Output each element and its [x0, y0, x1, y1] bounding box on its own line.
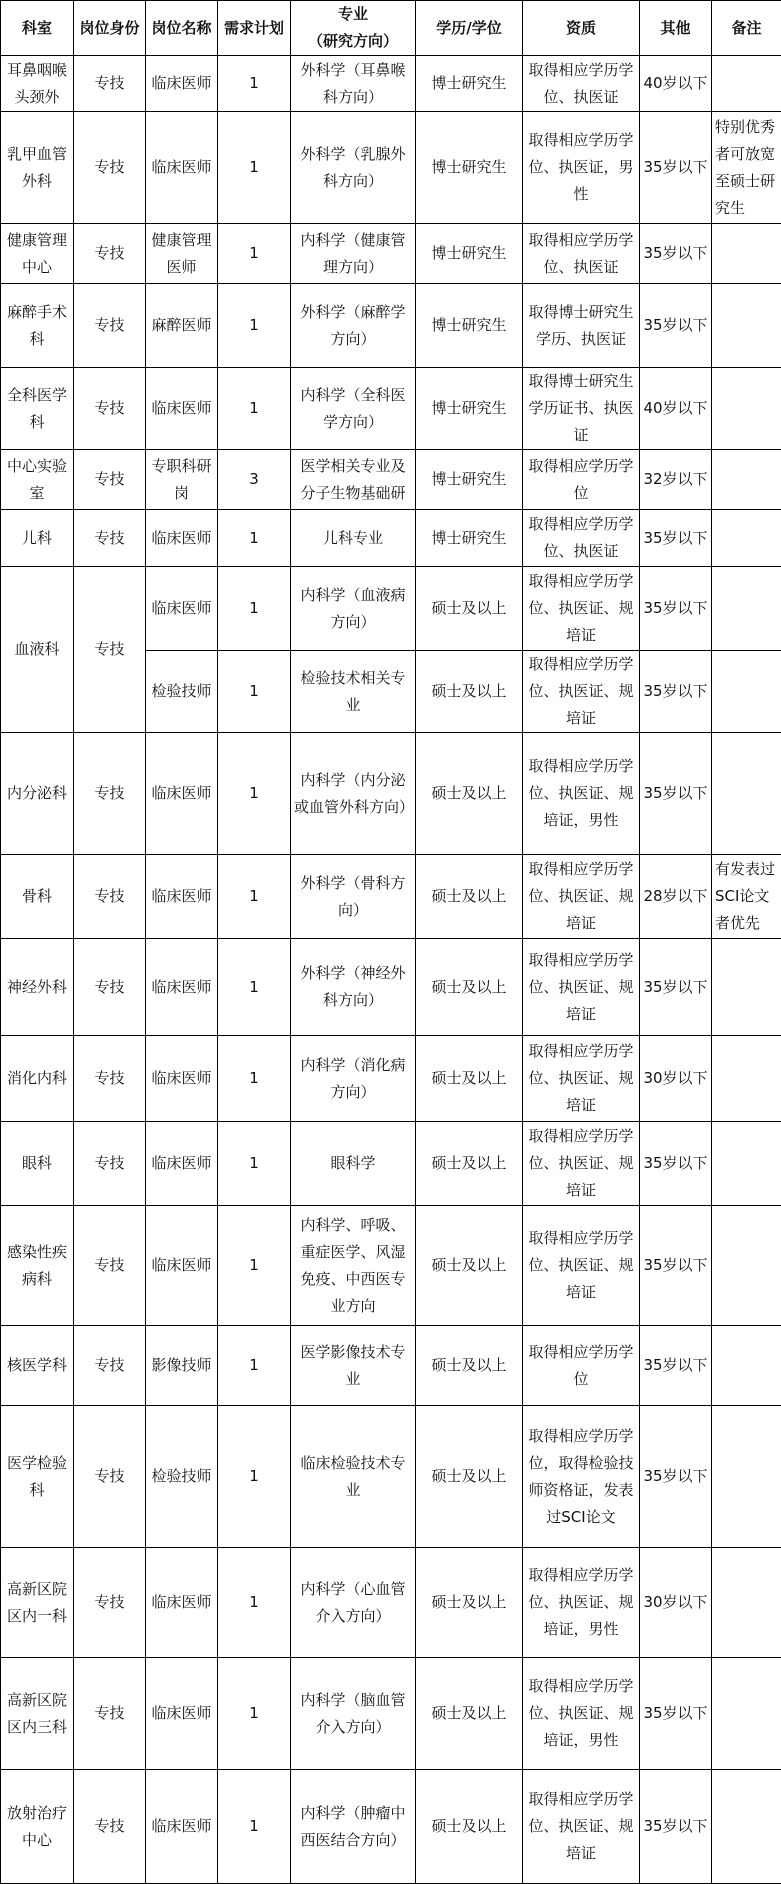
- cell-qual: 取得相应学历学位、执医证: [523, 224, 640, 284]
- cell-post: 临床医师: [146, 368, 218, 450]
- header-count: 需求计划: [218, 1, 291, 56]
- cell-count: 1: [218, 651, 291, 733]
- cell-count: 1: [218, 1036, 291, 1122]
- cell-note: [712, 1658, 781, 1770]
- cell-qual: 取得相应学历学位、执医证、规培证，男性: [523, 1658, 640, 1770]
- cell-dept: 健康管理中心: [1, 224, 74, 284]
- cell-post: 检验技师: [146, 1406, 218, 1548]
- cell-post: 影像技师: [146, 1326, 218, 1406]
- cell-note: [712, 56, 781, 112]
- cell-dept: 高新区院区内三科: [1, 1658, 74, 1770]
- cell-other: 35岁以下: [640, 1770, 712, 1884]
- table-row: [1, 368, 781, 450]
- cell-count: 1: [218, 112, 291, 224]
- cell-dept: 儿科: [1, 510, 74, 567]
- cell-qual: 取得博士研究生学历、执医证: [523, 284, 640, 368]
- cell-note: [712, 1122, 781, 1206]
- table-row: [1, 1658, 781, 1770]
- cell-dept: 麻醉手术科: [1, 284, 74, 368]
- cell-note: [712, 450, 781, 510]
- table-row: [1, 1548, 781, 1658]
- header-edu: 学历/学位: [416, 1, 523, 56]
- cell-count: 1: [218, 224, 291, 284]
- cell-edu: 硕士及以上: [416, 1326, 523, 1406]
- cell-qual: 取得相应学历学位、执医证、规培证: [523, 1770, 640, 1884]
- cell-type: 专技: [74, 224, 146, 284]
- cell-major: 内科学（内分泌或血管外科方向）: [291, 733, 416, 855]
- cell-edu: 硕士及以上: [416, 1036, 523, 1122]
- cell-qual: 取得相应学历学位、执医证、规培证: [523, 1206, 640, 1326]
- cell-note: [712, 1406, 781, 1548]
- cell-dept: 放射治疗中心: [1, 1770, 74, 1884]
- cell-qual: 取得相应学历学位、执医证、规培证，男性: [523, 1548, 640, 1658]
- cell-qual: 取得相应学历学位、执医证、规培证: [523, 1122, 640, 1206]
- cell-edu: 硕士及以上: [416, 1122, 523, 1206]
- cell-qual: 取得相应学历学位、执医证、规培证，男性: [523, 733, 640, 855]
- header-dept: 科室: [1, 1, 74, 56]
- cell-edu: 博士研究生: [416, 450, 523, 510]
- cell-count: 1: [218, 1548, 291, 1658]
- cell-count: 1: [218, 567, 291, 651]
- cell-other: 40岁以下: [640, 56, 712, 112]
- cell-major: 外科学（耳鼻喉科方向）: [291, 56, 416, 112]
- cell-note: [712, 510, 781, 567]
- cell-edu: 博士研究生: [416, 56, 523, 112]
- cell-type: 专技: [74, 567, 146, 733]
- cell-major: 内科学、呼吸、重症医学、风湿免疫、中西医专业方向: [291, 1206, 416, 1326]
- cell-major: 内科学（脑血管介入方向）: [291, 1658, 416, 1770]
- cell-major: 外科学（麻醉学方向）: [291, 284, 416, 368]
- cell-qual: 取得博士研究生学历证书、执医证: [523, 368, 640, 450]
- cell-dept: 医学检验科: [1, 1406, 74, 1548]
- cell-post: 临床医师: [146, 56, 218, 112]
- cell-dept: 感染性疾病科: [1, 1206, 74, 1326]
- cell-count: 3: [218, 450, 291, 510]
- cell-major: 外科学（神经外科方向）: [291, 939, 416, 1036]
- cell-qual: 取得相应学历学位、执医证、规培证: [523, 939, 640, 1036]
- cell-count: 1: [218, 733, 291, 855]
- cell-edu: 博士研究生: [416, 224, 523, 284]
- cell-dept: 核医学科: [1, 1326, 74, 1406]
- cell-major: 内科学（健康管理方向）: [291, 224, 416, 284]
- cell-qual: 取得相应学历学位: [523, 450, 640, 510]
- cell-major: 临床检验技术专业: [291, 1406, 416, 1548]
- cell-post: 临床医师: [146, 733, 218, 855]
- cell-other: 28岁以下: [640, 855, 712, 939]
- cell-note: 有发表过SCI论文者优先: [712, 855, 781, 939]
- cell-other: 40岁以下: [640, 368, 712, 450]
- cell-post: 临床医师: [146, 855, 218, 939]
- cell-major: 外科学（骨科方向）: [291, 855, 416, 939]
- cell-count: 1: [218, 1658, 291, 1770]
- cell-other: 32岁以下: [640, 450, 712, 510]
- cell-count: 1: [218, 1122, 291, 1206]
- cell-major: 内科学（血液病方向）: [291, 567, 416, 651]
- cell-other: 35岁以下: [640, 939, 712, 1036]
- cell-count: 1: [218, 855, 291, 939]
- table-row: [1, 510, 781, 567]
- cell-qual: 取得相应学历学位、执医证、规培证: [523, 1036, 640, 1122]
- header-qual: 资质: [523, 1, 640, 56]
- cell-post: 临床医师: [146, 1658, 218, 1770]
- cell-other: 35岁以下: [640, 224, 712, 284]
- cell-post: 临床医师: [146, 1122, 218, 1206]
- cell-post: 临床医师: [146, 1548, 218, 1658]
- cell-qual: 取得相应学历学位、执医证、规培证: [523, 855, 640, 939]
- cell-other: 35岁以下: [640, 733, 712, 855]
- cell-qual: 取得相应学历学位、执医证、规培证: [523, 651, 640, 733]
- header-post: 岗位名称: [146, 1, 218, 56]
- cell-major: 检验技术相关专业: [291, 651, 416, 733]
- cell-count: 1: [218, 284, 291, 368]
- table-row: [1, 733, 781, 855]
- cell-major: 内科学（全科医学方向）: [291, 368, 416, 450]
- cell-edu: 博士研究生: [416, 112, 523, 224]
- cell-note: [712, 939, 781, 1036]
- cell-type: 专技: [74, 112, 146, 224]
- table-row: [1, 224, 781, 284]
- cell-note: [712, 651, 781, 733]
- cell-qual: 取得相应学历学位: [523, 1326, 640, 1406]
- cell-edu: 硕士及以上: [416, 567, 523, 651]
- cell-major: 内科学（消化病方向）: [291, 1036, 416, 1122]
- cell-edu: 硕士及以上: [416, 1658, 523, 1770]
- cell-type: 专技: [74, 56, 146, 112]
- cell-type: 专技: [74, 1036, 146, 1122]
- cell-qual: 取得相应学历学位、执医证: [523, 510, 640, 567]
- cell-note: [712, 224, 781, 284]
- cell-note: [712, 733, 781, 855]
- cell-post: 麻醉医师: [146, 284, 218, 368]
- cell-count: 1: [218, 1406, 291, 1548]
- cell-other: 35岁以下: [640, 1406, 712, 1548]
- cell-dept: 神经外科: [1, 939, 74, 1036]
- cell-note: [712, 1206, 781, 1326]
- cell-type: 专技: [74, 1206, 146, 1326]
- cell-major: 儿科专业: [291, 510, 416, 567]
- header-note: 备注: [712, 1, 781, 56]
- table-row: [1, 1122, 781, 1206]
- cell-count: 1: [218, 1326, 291, 1406]
- cell-post: 健康管理医师: [146, 224, 218, 284]
- table-row: [1, 284, 781, 368]
- cell-note: [712, 1770, 781, 1884]
- cell-type: 专技: [74, 733, 146, 855]
- cell-edu: 博士研究生: [416, 510, 523, 567]
- cell-type: 专技: [74, 510, 146, 567]
- cell-major: 内科学（肿瘤中西医结合方向）: [291, 1770, 416, 1884]
- cell-post: 临床医师: [146, 510, 218, 567]
- cell-post: 检验技师: [146, 651, 218, 733]
- cell-type: 专技: [74, 1770, 146, 1884]
- cell-type: 专技: [74, 450, 146, 510]
- cell-edu: 博士研究生: [416, 284, 523, 368]
- cell-other: 35岁以下: [640, 567, 712, 651]
- cell-edu: 硕士及以上: [416, 1406, 523, 1548]
- cell-note: [712, 1326, 781, 1406]
- cell-post: 专职科研岗: [146, 450, 218, 510]
- header-other: 其他: [640, 1, 712, 56]
- cell-other: 35岁以下: [640, 112, 712, 224]
- header-row: [1, 1, 781, 56]
- cell-dept: 眼科: [1, 1122, 74, 1206]
- cell-count: 1: [218, 1770, 291, 1884]
- cell-dept: 消化内科: [1, 1036, 74, 1122]
- cell-type: 专技: [74, 855, 146, 939]
- cell-type: 专技: [74, 1122, 146, 1206]
- cell-type: 专技: [74, 939, 146, 1036]
- cell-other: 35岁以下: [640, 1658, 712, 1770]
- cell-dept: 血液科: [1, 567, 74, 733]
- cell-edu: 博士研究生: [416, 368, 523, 450]
- cell-edu: 硕士及以上: [416, 939, 523, 1036]
- table-row: [1, 939, 781, 1036]
- cell-dept: 全科医学科: [1, 368, 74, 450]
- cell-edu: 硕士及以上: [416, 733, 523, 855]
- cell-note: [712, 1036, 781, 1122]
- cell-edu: 硕士及以上: [416, 1548, 523, 1658]
- cell-qual: 取得相应学历学位、执医证、规培证: [523, 567, 640, 651]
- cell-edu: 硕士及以上: [416, 651, 523, 733]
- cell-qual: 取得相应学历学位、执医证，男性: [523, 112, 640, 224]
- cell-major: 医学相关专业及分子生物基础研: [291, 450, 416, 510]
- cell-note: [712, 567, 781, 651]
- header-type: 岗位身份: [74, 1, 146, 56]
- cell-dept: 中心实验室: [1, 450, 74, 510]
- cell-count: 1: [218, 510, 291, 567]
- cell-dept: 耳鼻咽喉头颈外: [1, 56, 74, 112]
- cell-edu: 硕士及以上: [416, 1770, 523, 1884]
- cell-post: 临床医师: [146, 939, 218, 1036]
- cell-qual: 取得相应学历学位，取得检验技师资格证，发表过SCI论文: [523, 1406, 640, 1548]
- cell-note: [712, 284, 781, 368]
- cell-count: 1: [218, 56, 291, 112]
- cell-major: 内科学（心血管介入方向）: [291, 1548, 416, 1658]
- cell-other: 35岁以下: [640, 284, 712, 368]
- cell-type: 专技: [74, 1548, 146, 1658]
- cell-edu: 硕士及以上: [416, 1206, 523, 1326]
- cell-dept: 内分泌科: [1, 733, 74, 855]
- cell-type: 专技: [74, 1326, 146, 1406]
- cell-count: 1: [218, 368, 291, 450]
- table-row: [1, 1406, 781, 1548]
- cell-post: 临床医师: [146, 1206, 218, 1326]
- table-row: [1, 1206, 781, 1326]
- cell-note: [712, 1548, 781, 1658]
- cell-major: 眼科学: [291, 1122, 416, 1206]
- cell-major: 外科学（乳腺外科方向）: [291, 112, 416, 224]
- table-row: [1, 567, 781, 651]
- cell-qual: 取得相应学历学位、执医证: [523, 56, 640, 112]
- cell-other: 35岁以下: [640, 1122, 712, 1206]
- cell-other: 35岁以下: [640, 651, 712, 733]
- cell-dept: 高新区院区内一科: [1, 1548, 74, 1658]
- cell-post: 临床医师: [146, 112, 218, 224]
- cell-other: 35岁以下: [640, 1206, 712, 1326]
- cell-type: 专技: [74, 284, 146, 368]
- cell-type: 专技: [74, 1658, 146, 1770]
- cell-count: 1: [218, 1206, 291, 1326]
- table-row: [1, 1326, 781, 1406]
- table-row: [1, 112, 781, 224]
- cell-other: 30岁以下: [640, 1036, 712, 1122]
- cell-note: 特别优秀者可放宽至硕士研究生: [712, 112, 781, 224]
- cell-post: 临床医师: [146, 1770, 218, 1884]
- cell-post: 临床医师: [146, 1036, 218, 1122]
- cell-other: 30岁以下: [640, 1548, 712, 1658]
- cell-other: 35岁以下: [640, 1326, 712, 1406]
- cell-note: [712, 368, 781, 450]
- table-row: [1, 1036, 781, 1122]
- cell-edu: 硕士及以上: [416, 855, 523, 939]
- cell-type: 专技: [74, 368, 146, 450]
- cell-count: 1: [218, 939, 291, 1036]
- table-row: [1, 450, 781, 510]
- table-row: [1, 56, 781, 112]
- table-row: [1, 1770, 781, 1884]
- cell-post: 临床医师: [146, 567, 218, 651]
- cell-dept: 乳甲血管外科: [1, 112, 74, 224]
- table-row: [1, 855, 781, 939]
- cell-other: 35岁以下: [640, 510, 712, 567]
- header-major: 专业 （研究方向）: [291, 1, 416, 56]
- cell-type: 专技: [74, 1406, 146, 1548]
- cell-major: 医学影像技术专业: [291, 1326, 416, 1406]
- cell-dept: 骨科: [1, 855, 74, 939]
